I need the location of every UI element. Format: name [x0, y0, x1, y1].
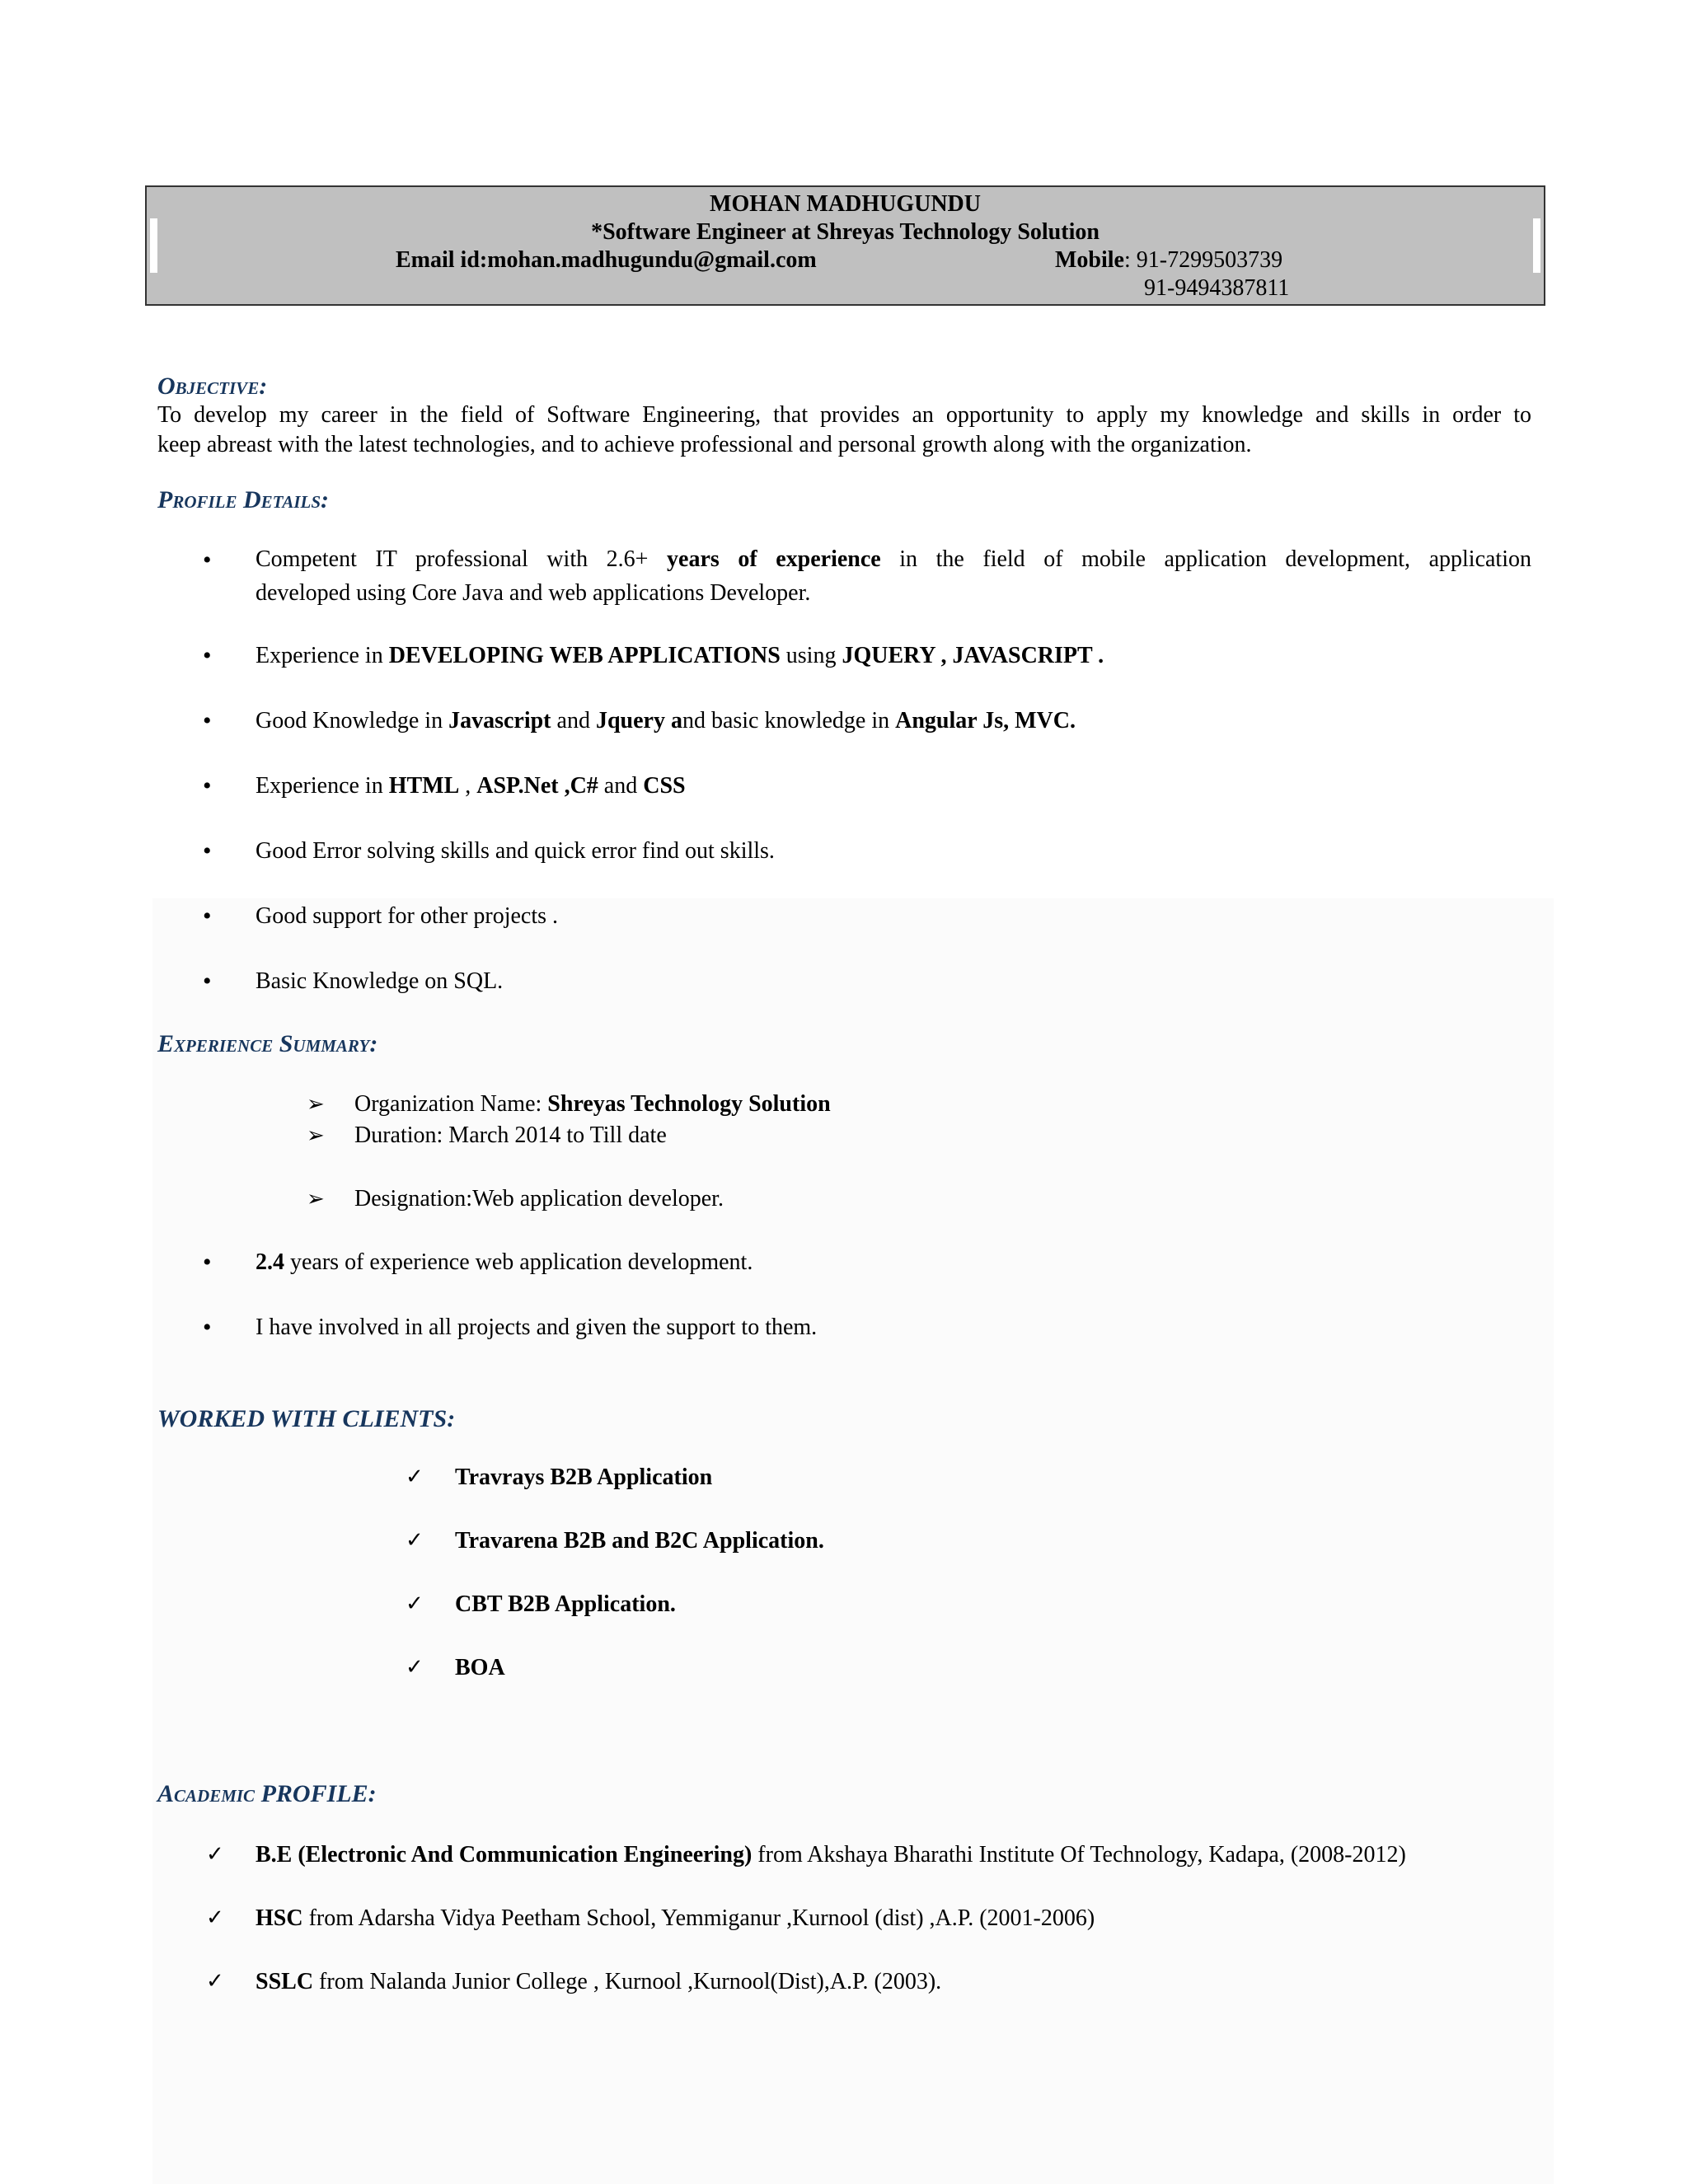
profile-item-5: Good Error solving skills and quick error find out skills. — [256, 838, 775, 864]
bullet-glyph: • — [203, 968, 212, 995]
check-icon: ✓ — [206, 1969, 224, 1994]
check-icon: ✓ — [406, 1528, 424, 1553]
client-item: Travarena B2B and B2C Application. — [455, 1528, 824, 1554]
profile-item-4: Experience in HTML , ASP.Net ,C# and CSS — [256, 773, 686, 799]
mobile-number-2: 91-9494387811 — [1144, 275, 1290, 301]
arrow-bullet-icon: ➢ — [307, 1123, 325, 1148]
objective-text — [157, 401, 1531, 460]
check-icon: ✓ — [206, 1842, 224, 1867]
academic-item: SSLC from Nalanda Junior College , Kurnool ,Kurnool(Dist),A.P. (2003). — [256, 1969, 942, 1994]
bullet-glyph: • — [203, 707, 212, 734]
candidate-name: MOHAN MADHUGUNDU — [710, 191, 981, 217]
bullet-glyph: • — [203, 772, 212, 799]
check-icon: ✓ — [406, 1591, 424, 1616]
experience-heading: Experience Summary: — [157, 1030, 378, 1057]
check-icon: ✓ — [406, 1655, 424, 1680]
bullet-glyph: • — [203, 642, 212, 669]
organization-name: Organization Name: Shreyas Technology Solution — [354, 1091, 831, 1117]
profile-item-1-line-2: developed using Core Java and web applications Developer. — [256, 580, 811, 606]
bullet-glyph: • — [203, 1314, 212, 1341]
check-icon: ✓ — [406, 1465, 424, 1489]
designation: Designation:Web application developer. — [354, 1186, 724, 1212]
academic-heading: Academic PROFILE: — [157, 1780, 377, 1807]
mobile-label: Mobile — [1055, 247, 1124, 273]
bullet-glyph: • — [203, 902, 212, 930]
objective-line-1: To develop my career in the field of Software Engineering, that provides an opportunity to apply my knowledge and skills in order to — [157, 402, 1531, 428]
header-box — [145, 185, 1545, 306]
mobile — [1055, 246, 1282, 274]
academic-item: B.E (Electronic And Communication Engineering) from Akshaya Bharathi Institute Of Technology, Kadapa, (2008-2012) — [256, 1842, 1406, 1868]
mobile-number-1: : 91-7299503739 — [1124, 247, 1283, 273]
profile-item-2: Experience in DEVELOPING WEB APPLICATIONS using JQUERY , JAVASCRIPT . — [256, 643, 1104, 668]
bullet-glyph: • — [203, 837, 212, 865]
profile-heading: Profile Details: — [157, 486, 330, 513]
candidate-title: *Software Engineer at Shreyas Technology Solution — [591, 219, 1100, 245]
arrow-bullet-icon: ➢ — [307, 1187, 325, 1212]
clients-heading: WORKED WITH CLIENTS: — [157, 1405, 456, 1432]
duration: Duration: March 2014 to Till date — [354, 1122, 667, 1148]
objective-heading: Objective: — [157, 373, 268, 400]
academic-item: HSC from Adarsha Vidya Peetham School, Yemmiganur ,Kurnool (dist) ,A.P. (2001-2006) — [256, 1905, 1095, 1931]
client-item: BOA — [455, 1655, 505, 1680]
bullet-glyph: • — [203, 546, 212, 574]
experience-item-1: 2.4 years of experience web application development. — [256, 1249, 753, 1275]
objective-line-2: keep abreast with the latest technologies, and to achieve professional and personal growth along with the organization. — [157, 432, 1252, 457]
profile-item-1-line-1: Competent IT professional with 2.6+ years of experience in the field of mobile application development, application — [256, 546, 1531, 572]
experience-item-2: I have involved in all projects and given the support to them. — [256, 1315, 818, 1340]
arrow-bullet-icon: ➢ — [307, 1092, 325, 1117]
client-item: CBT B2B Application. — [455, 1591, 676, 1617]
profile-item-6: Good support for other projects . — [256, 903, 559, 929]
check-icon: ✓ — [206, 1905, 224, 1930]
profile-item-7: Basic Knowledge on SQL. — [256, 968, 504, 994]
client-item: Travrays B2B Application — [455, 1465, 713, 1490]
email: Email id:mohan.madhugundu@gmail.com — [396, 247, 817, 273]
bullet-glyph: • — [203, 1249, 212, 1276]
profile-item-3: Good Knowledge in Javascript and Jquery and basic knowledge in Angular Js, MVC. — [256, 708, 1076, 733]
